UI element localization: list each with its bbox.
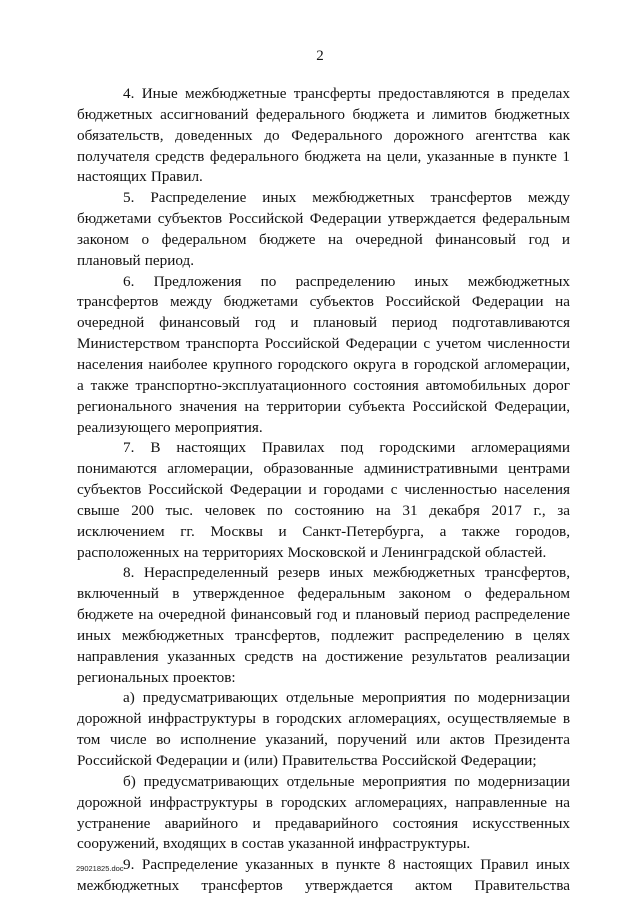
paragraph-8b: б) предусматривающих отдельные мероприятия по модернизации дорожной инфраструктуры в городских агломерациях, направленные на устранение аварийного и предаварийного состояния искусственных сооружений, входящих в состав указанной инфраструктуры.	[77, 772, 570, 853]
paragraph-6: 6. Предложения по распределению иных межбюджетных трансфертов между бюджетами субъектов Российской Федерации на очередной финансовый год и плановый период подготавливаются Министерством транспорта Российской Федерации с учетом численности населения наиболее крупного городского округа в городской агломерации, а также транспортно-эксплуатационного состояния автомобильных дорог регионального значения на территории субъекта Российской Федерации, реализующего мероприятия.	[77, 272, 570, 436]
paragraph-8: 8. Нераспределенный резерв иных межбюджетных трансфертов, включенный в утвержденное федеральным законом о федеральном бюджете на очередной финансовый год и плановый период распределение иных межбюджетных трансфертов, подлежит распределению в целях направления указанных средств на достижение результатов реализации региональных проектов:	[77, 564, 570, 686]
footer-filename: 29021825.doc	[76, 864, 124, 873]
paragraph-4: 4. Иные межбюджетные трансферты предоставляются в пределах бюджетных ассигнований федерального бюджета и лимитов бюджетных обязательств, доведенных до Федерального дорожного агентства как получателя средств федерального бюджета на цели, указанные в пункте 1 настоящих Правил.	[77, 85, 570, 186]
paragraph-7: 7. В настоящих Правилах под городскими агломерациями понимаются агломерации, образованные административными центрами субъектов Российской Федерации и городами с численностью населения свыше 200 тыс. человек по состоянию на 31 декабря 2017 г., за исключением гг. Москвы и Санкт-Петербурга, а также городов, расположенных на территориях Московской и Ленинградской областей.	[77, 439, 570, 561]
page-number: 2	[316, 48, 324, 64]
document-body	[77, 84, 570, 897]
paragraph-5: 5. Распределение иных межбюджетных трансфертов между бюджетами субъектов Российской Федерации утверждается федеральным законом о федеральном бюджете на очередной финансовый год и плановый период.	[77, 189, 570, 269]
paragraph-9: 9. Распределение указанных в пункте 8 настоящих Правил иных межбюджетных трансфертов утверждается актом Правительства	[77, 856, 570, 895]
paragraph-8a: а) предусматривающих отдельные мероприятия по модернизации дорожной инфраструктуры в городских агломерациях, осуществляемые в том числе во исполнение указаний, поручений или актов Президента Российской Федерации и (или) Правительства Российской Федерации;	[77, 689, 570, 769]
